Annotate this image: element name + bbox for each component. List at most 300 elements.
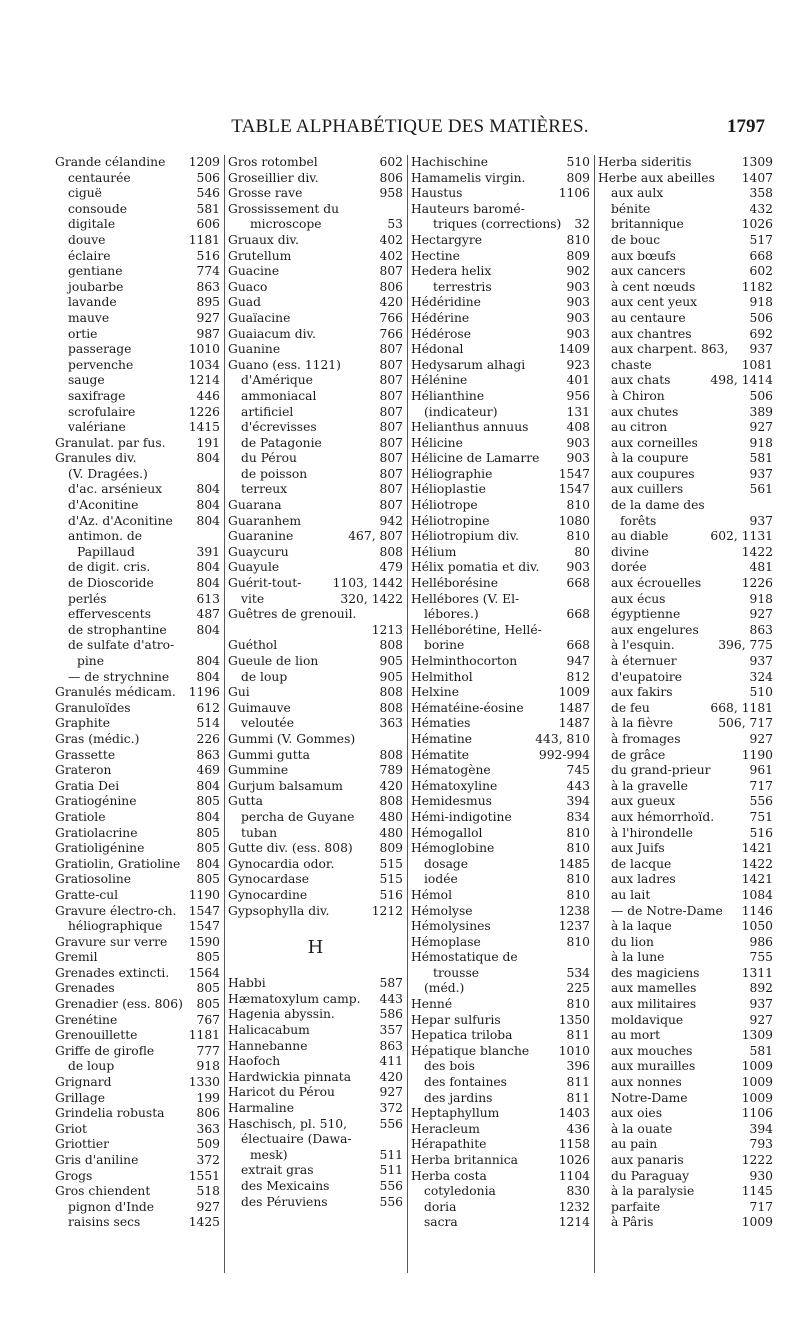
entry-page-ref: 1213 [371,622,403,637]
index-entry [228,1085,403,1101]
index-entry [228,171,403,187]
index-entry [55,935,220,951]
entry-page-ref: 443 [379,991,403,1006]
entry-page-ref: 751 [749,809,773,824]
entry-term: Hardwickia pinnata [228,1069,352,1084]
index-entry [228,327,403,343]
entry-term: parfaite [611,1199,661,1214]
index-entry [228,233,403,249]
entry-page-ref: 805 [196,872,220,887]
index-entry [411,576,590,592]
index-entry [598,997,773,1013]
entry-term: aux bœufs [611,248,676,263]
entry-page-ref: 804 [196,451,220,466]
page-header [55,116,765,144]
index-entry [228,1148,403,1164]
index-entry [598,1091,773,1107]
entry-page-ref: 804 [196,809,220,824]
entry-term: Hédéridine [411,295,481,310]
entry-page-ref: 961 [749,763,773,778]
index-entry [55,373,220,389]
entry-page-ref: 808 [379,544,403,559]
index-entry [598,1169,773,1185]
entry-term: du grand-prieur [611,763,711,778]
entry-page-ref: 1564 [188,965,220,980]
index-entry [598,763,773,779]
entry-term: iodée [424,872,458,887]
index-entry [598,779,773,795]
entry-term: ammoniacal [241,388,317,403]
index-entry [411,560,590,576]
entry-page-ref: 804 [196,622,220,637]
entry-page-ref: 956 [566,388,590,403]
entry-page-ref: 793 [749,1137,773,1152]
index-entry [411,841,590,857]
entry-term: Gummi (V. Gommes) [228,731,356,746]
entry-term: Helmithol [411,669,473,684]
entry-term: de digit. cris. [68,560,151,575]
entry-page-ref: 804 [196,498,220,513]
entry-term: Guaranine [228,529,294,544]
index-entry [228,311,403,327]
entry-term: Gummi gutta [228,747,310,762]
entry-term: Heracleum [411,1121,480,1136]
entry-term: Hématéine-éosine [411,700,524,715]
entry-term: de strophantine [68,622,167,637]
entry-page-ref: 1309 [741,1028,773,1043]
entry-page-ref: 443, 810 [535,731,590,746]
entry-term: Hédonal [411,342,464,357]
index-entry [598,327,773,343]
entry-term: (méd.) [424,981,465,996]
entry-page-ref: 807 [379,498,403,513]
entry-page-ref: 372 [196,1153,220,1167]
index-entry [55,280,220,296]
entry-term: au mort [611,1028,661,1043]
index-entry [411,498,590,514]
entry-page-ref: 581 [749,451,773,466]
entry-term: Granulat. par fus. [55,435,166,450]
entry-term: Gui [228,685,250,700]
entry-page-ref: 402 [379,232,403,247]
entry-page-ref: 766 [379,310,403,325]
index-entry [55,919,220,935]
entry-page-ref: 516 [379,887,403,902]
entry-term: Héliotrope [411,498,478,513]
entry-page-ref: 806 [379,279,403,294]
entry-term: Helléborésine [411,576,499,591]
entry-page-ref: 225 [566,981,590,996]
entry-term: d'Aconitine [68,498,139,513]
index-entry [55,841,220,857]
entry-term: Hémi-indigotine [411,809,512,824]
index-entry [228,342,403,358]
index-entry [228,514,403,530]
index-entry [411,794,590,810]
index-entry [411,280,590,296]
index-entry [55,1059,220,1075]
index-entry [598,1044,773,1060]
index-entry [55,249,220,265]
entry-page-ref: 807 [379,451,403,466]
entry-term: aux hémorrhoïd. [611,809,715,824]
index-column-1 [55,155,220,1280]
entry-term: Hémostatique de [411,950,518,965]
entry-term: à l'esquin. [611,638,675,653]
index-entry [55,1013,220,1029]
entry-term: Notre-Dame [611,1090,688,1105]
entry-page-ref: 506, 717 [718,716,773,731]
entry-term: saxifrage [68,388,126,403]
index-entry [411,233,590,249]
entry-page-ref: 1551 [188,1168,220,1183]
index-entry [598,1184,773,1200]
entry-page-ref: 810 [566,825,590,840]
entry-page-ref: 516 [196,248,220,263]
entry-term: de Dioscoride [68,576,154,591]
index-entry [598,1028,773,1044]
index-entry [228,560,403,576]
index-entry [228,904,403,920]
entry-term: à Chiron [611,388,665,403]
entry-term: électuaire (Dawa- [241,1132,352,1147]
entry-page-ref: 717 [749,1199,773,1214]
entry-term: Grenétine [55,1012,118,1027]
entry-term: de loup [241,669,288,684]
entry-page-ref: 927 [749,420,773,435]
index-entry [55,576,220,592]
index-entry [411,935,590,951]
index-entry [598,217,773,233]
index-entry [228,841,403,857]
index-entry [228,264,403,280]
index-entry [55,1106,220,1122]
index-entry [228,295,403,311]
index-entry [411,1200,590,1216]
entry-page-ref: 391 [196,544,220,559]
index-entry [228,389,403,405]
index-entry [55,1153,220,1169]
entry-term: Griottier [55,1137,110,1152]
index-entry [55,295,220,311]
index-entry [55,654,220,670]
entry-page-ref: 518 [196,1184,220,1199]
entry-term: terreux [241,482,288,497]
entry-term: Grenadier (ess. 806) [55,997,183,1012]
entry-term: antimon. de [68,529,143,544]
index-entry [598,685,773,701]
entry-term: divine [611,544,649,559]
index-entry [411,748,590,764]
entry-term: consoude [68,201,127,216]
index-entry [228,1023,403,1039]
index-entry [55,1137,220,1153]
entry-term: douve [68,232,106,247]
entry-page-ref: 1547 [558,466,590,481]
entry-term: Gratiole [55,809,106,824]
index-entry [598,482,773,498]
index-entry [598,280,773,296]
entry-term: Helxine [411,685,459,700]
entry-page-ref: 581 [196,201,220,216]
entry-term: de la dame des [611,498,705,513]
entry-page-ref: 131 [566,404,590,419]
entry-term: Gravure électro-ch. [55,903,177,918]
entry-page-ref: 1009 [741,1215,773,1230]
entry-page-ref: 469 [196,763,220,778]
entry-page-ref: 32 [574,217,590,232]
entry-page-ref: 810 [566,997,590,1012]
index-entry [55,482,220,498]
entry-page-ref: 394 [566,794,590,809]
entry-page-ref: 602 [379,155,403,169]
entry-term: Herbe aux abeilles [598,170,715,185]
index-entry [228,529,403,545]
entry-page-ref: 1181 [188,1028,220,1043]
index-entry [228,451,403,467]
index-entry [411,685,590,701]
entry-term: triques (corrections) [433,217,562,232]
entry-term: au centaure [611,310,686,325]
index-entry [55,763,220,779]
entry-term: Guaco [228,279,268,294]
index-entry [411,919,590,935]
index-entry [228,701,403,717]
entry-term: Haustus [411,186,463,201]
entry-page-ref: 808 [379,794,403,809]
entry-term: Grande célandine [55,155,166,169]
index-entry [598,1075,773,1091]
index-entry [55,966,220,982]
entry-page-ref: 927 [196,1199,220,1214]
entry-page-ref: 506 [749,310,773,325]
entry-term: aux aulx [611,186,664,201]
index-entry [228,779,403,795]
entry-page-ref: 804 [196,856,220,871]
entry-page-ref: 561 [749,482,773,497]
entry-page-ref: 1158 [558,1137,590,1152]
entry-term: Hachischine [411,155,489,169]
index-entry [598,592,773,608]
entry-page-ref: 805 [196,825,220,840]
entry-page-ref: 1010 [188,342,220,357]
index-entry [598,389,773,405]
entry-page-ref: 903 [566,279,590,294]
entry-page-ref: 807 [379,404,403,419]
entry-term: aux cent yeux [611,295,698,310]
entry-term: de sulfate d'atro- [68,638,175,653]
entry-term: Guaiacum div. [228,326,316,341]
entry-page-ref: 1226 [741,576,773,591]
index-entry [598,1137,773,1153]
entry-term: du Paraguay [611,1168,690,1183]
entry-page-ref: 905 [379,669,403,684]
index-entry [55,701,220,717]
entry-page-ref: 811 [566,1075,590,1090]
entry-term: Hepar sulfuris [411,1012,501,1027]
page-number: 1797 [727,116,765,137]
entry-page-ref: 789 [379,763,403,778]
index-entry [228,280,403,296]
entry-term: Gummine [228,763,289,778]
entry-term: Guayule [228,560,280,575]
index-entry [411,420,590,436]
entry-page-ref: 937 [749,513,773,528]
entry-term: Hémoplase [411,934,481,949]
index-entry [55,233,220,249]
index-entry [411,389,590,405]
index-entry [411,327,590,343]
index-entry [55,872,220,888]
entry-term: terrestris [433,279,492,294]
entry-term: joubarbe [68,279,124,294]
entry-term: Grindelia robusta [55,1106,165,1121]
entry-page-ref: 1226 [188,404,220,419]
index-entry [55,155,220,171]
index-entry [228,482,403,498]
index-entry [411,405,590,421]
entry-term: mesk) [250,1147,288,1162]
index-entry [598,264,773,280]
index-entry [411,732,590,748]
entry-term: Hédérine [411,310,470,325]
entry-page-ref: 1009 [741,1075,773,1090]
index-entry [598,529,773,545]
entry-term: percha de Guyane [241,809,355,824]
index-entry [228,1039,403,1055]
index-entry [55,202,220,218]
entry-term: chaste [611,357,652,372]
entry-term: aux gueux [611,794,676,809]
entry-page-ref: 1146 [741,903,773,918]
entry-page-ref: 1182 [741,279,773,294]
entry-term: Hémol [411,887,452,902]
entry-page-ref: 668 [566,576,590,591]
index-entry [228,961,403,977]
index-entry [55,217,220,233]
index-entry [228,872,403,888]
entry-term: Hemidesmus [411,794,492,809]
index-entry [228,748,403,764]
index-entry [228,186,403,202]
index-entry [598,716,773,732]
entry-page-ref: 810 [566,841,590,856]
entry-term: Hagenia abyssin. [228,1007,335,1022]
index-column-3 [411,155,590,1280]
entry-page-ref: 506 [196,170,220,185]
index-entry [55,467,220,483]
entry-term: de grâce [611,747,666,762]
entry-term: Gris d'aniline [55,1153,139,1167]
index-entry [55,560,220,576]
entry-page-ref: 810 [566,934,590,949]
entry-page-ref: 1421 [741,841,773,856]
index-entry [55,779,220,795]
entry-term: à Pâris [611,1215,654,1230]
entry-term: artificiel [241,404,294,419]
entry-page-ref: 320, 1422 [340,591,403,606]
index-entry [411,311,590,327]
entry-page-ref: 1081 [741,357,773,372]
entry-page-ref: 443 [566,778,590,793]
entry-page-ref: 556 [379,1194,403,1209]
entry-page-ref: 480 [379,809,403,824]
entry-page-ref: 1103, 1442 [332,576,403,591]
entry-page-ref: 937 [749,342,773,357]
index-entry [411,202,590,218]
entry-term: trousse [433,965,480,980]
index-entry [411,654,590,670]
column-divider [594,155,595,1273]
index-entry [598,1153,773,1169]
index-entry [228,794,403,810]
entry-page-ref: 436 [566,1121,590,1136]
entry-page-ref: 992-994 [538,747,590,762]
entry-page-ref: 863 [196,747,220,762]
entry-term: Griot [55,1121,87,1136]
index-entry [411,872,590,888]
entry-term: aux cuillers [611,482,684,497]
entry-term: Heptaphyllum [411,1106,500,1121]
entry-page-ref: 807 [379,373,403,388]
index-entry [55,607,220,623]
index-entry [598,1215,773,1231]
entry-page-ref: 1196 [188,685,220,700]
entry-term: Graphite [55,716,110,731]
entry-page-ref: 804 [196,482,220,497]
entry-page-ref: 487 [196,607,220,622]
entry-page-ref: 1547 [188,903,220,918]
entry-term: Grutellum [228,248,292,263]
entry-term: Gremil [55,950,98,965]
entry-term: Groseillier div. [228,170,319,185]
entry-page-ref: 807 [379,435,403,450]
index-entry [228,857,403,873]
entry-term: aux fakirs [611,685,673,700]
entry-term: doria [424,1199,457,1214]
index-entry [228,155,403,171]
entry-term: Gratte-cul [55,887,119,902]
entry-page-ref: 394 [749,1121,773,1136]
entry-page-ref: 806 [379,170,403,185]
entry-term: Hélix pomatia et div. [411,560,540,575]
entry-term: des jardins [424,1090,493,1105]
entry-page-ref: 918 [749,295,773,310]
entry-page-ref: 1232 [558,1199,590,1214]
entry-page-ref: 1145 [741,1184,773,1199]
entry-page-ref: 807 [379,482,403,497]
index-entry [411,981,590,997]
entry-term: Hélianthine [411,388,485,403]
entry-term: Hémolyse [411,903,473,918]
entry-term: à éternuer [611,654,677,668]
entry-term: Hectargyre [411,232,483,247]
entry-term: aux chats [611,373,671,388]
entry-page-ref: 1485 [558,856,590,871]
entry-page-ref: 930 [749,1168,773,1183]
entry-page-ref: 1212 [371,903,403,918]
entry-page-ref: 389 [749,404,773,419]
entry-term: Guano (ess. 1121) [228,357,341,372]
entry-page-ref: 1209 [188,155,220,169]
index-entry [55,748,220,764]
index-entry [598,342,773,358]
entry-term: Guanine [228,342,281,357]
entry-page-ref: 1487 [558,716,590,731]
entry-term: Grassette [55,747,116,762]
index-entry [228,358,403,374]
index-entry [55,794,220,810]
